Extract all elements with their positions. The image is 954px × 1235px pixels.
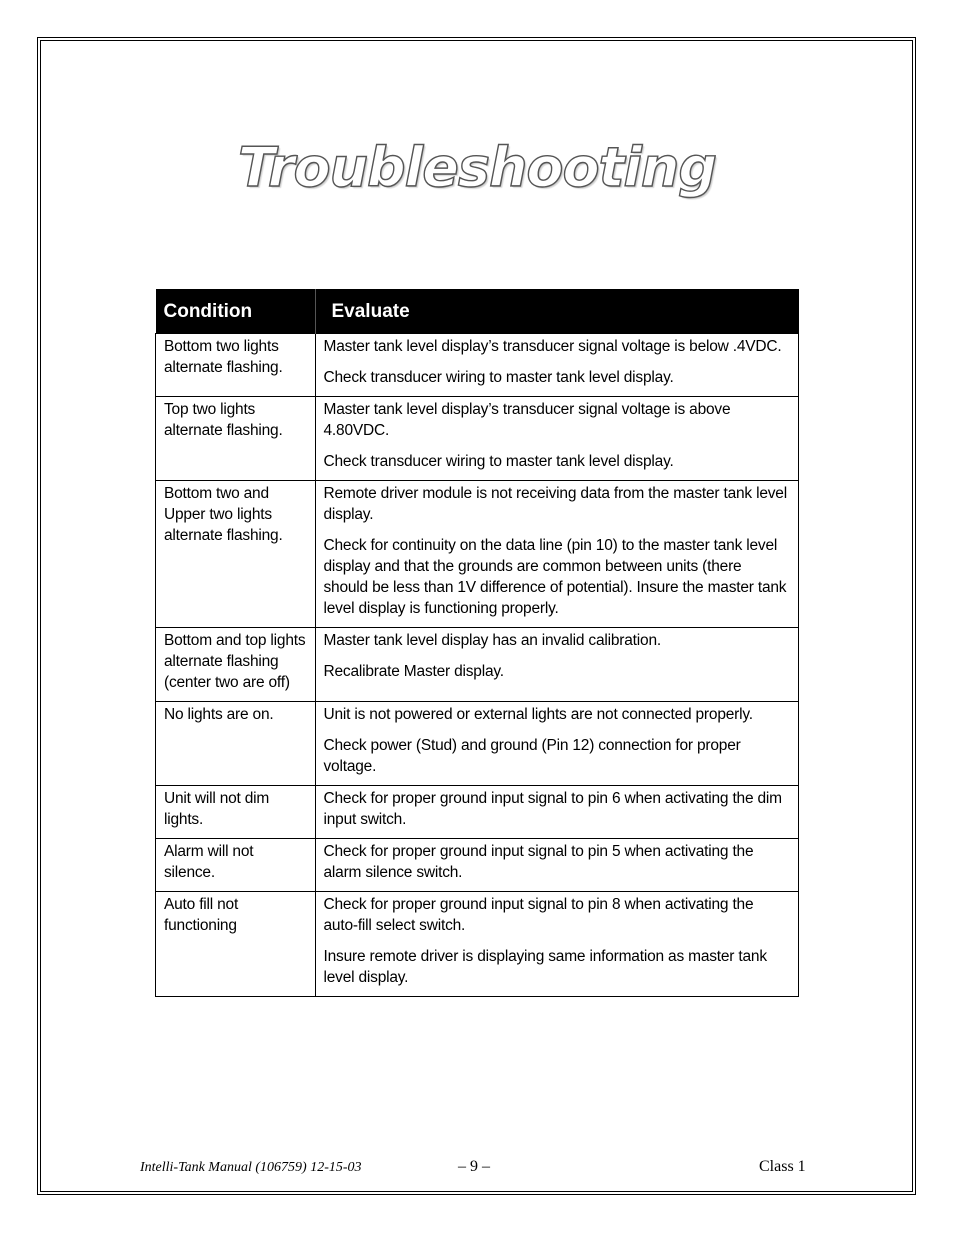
evaluate-step: Check for proper ground input signal to pin 8 when activating the auto-fill select switch. <box>323 896 754 934</box>
evaluate-step: Check for proper ground input signal to pin 6 when activating the dim input switch. <box>323 790 782 828</box>
evaluate-cell <box>315 481 799 628</box>
condition-cell: Auto fill not functioning <box>156 892 316 997</box>
evaluate-step: Check for continuity on the data line (pin 10) to the master tank level display and that the grounds are common between units (there should be less than 1V difference of potential). Insure the master tank level display is functioning properly. <box>323 537 787 617</box>
condition-cell: Bottom two lights alternate flashing. <box>156 334 316 397</box>
evaluate-step: Recalibrate Master display. <box>323 663 504 680</box>
evaluate-step: Check for proper ground input signal to pin 5 when activating the alarm silence switch. <box>323 843 754 881</box>
table-row <box>156 397 799 481</box>
evaluate-step: Insure remote driver is displaying same information as master tank level display. <box>323 948 767 986</box>
evaluate-step: Master tank level display has an invalid calibration. <box>323 632 661 649</box>
condition-cell: Unit will not dim lights. <box>156 786 316 839</box>
evaluate-cell <box>315 628 799 702</box>
table-row <box>156 702 799 786</box>
evaluate-column-header: Evaluate <box>315 289 799 334</box>
evaluate-step: Check power (Stud) and ground (Pin 12) connection for proper voltage. <box>323 737 741 775</box>
footer-class: Class 1 <box>759 1158 806 1175</box>
evaluate-cell <box>315 397 799 481</box>
condition-cell: Bottom two and Upper two lights alternate flashing. <box>156 481 316 628</box>
table-row <box>156 628 799 702</box>
evaluate-step: Check transducer wiring to master tank level display. <box>323 369 674 386</box>
table-body <box>156 334 799 997</box>
evaluate-step: Check transducer wiring to master tank level display. <box>323 453 674 470</box>
evaluate-cell <box>315 702 799 786</box>
condition-cell: Top two lights alternate flashing. <box>156 397 316 481</box>
table-row <box>156 892 799 997</box>
evaluate-step: Remote driver module is not receiving data from the master tank level display. <box>323 485 787 523</box>
evaluate-cell <box>315 786 799 839</box>
evaluate-step: Unit is not powered or external lights are not connected properly. <box>323 706 753 723</box>
troubleshooting-table <box>155 289 799 997</box>
footer-document-info: Intelli-Tank Manual (106759) 12-15-03 <box>140 1160 362 1175</box>
footer-page-number: – 9 – <box>458 1158 490 1175</box>
condition-column-header: Condition <box>156 289 316 334</box>
evaluate-step: Master tank level display’s transducer signal voltage is above 4.80VDC. <box>323 401 731 439</box>
table-row <box>156 839 799 892</box>
table-row <box>156 481 799 628</box>
evaluate-step: Master tank level display’s transducer signal voltage is below .4VDC. <box>323 338 782 355</box>
condition-cell: No lights are on. <box>156 702 316 786</box>
condition-cell: Bottom and top lights alternate flashing (center two are off) <box>156 628 316 702</box>
condition-cell: Alarm will not silence. <box>156 839 316 892</box>
evaluate-cell <box>315 334 799 397</box>
page-title: Troubleshooting <box>237 136 717 199</box>
evaluate-cell <box>315 892 799 997</box>
table-row <box>156 786 799 839</box>
table-header-row <box>156 289 799 334</box>
evaluate-cell <box>315 839 799 892</box>
table-row <box>156 334 799 397</box>
